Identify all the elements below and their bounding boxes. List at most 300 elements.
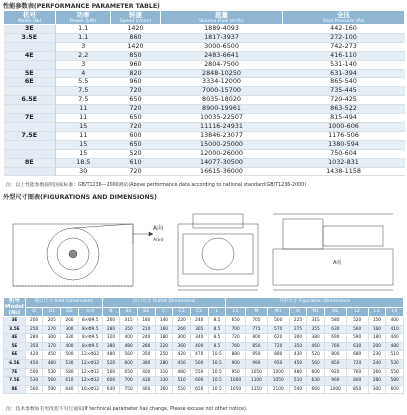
dim-cell: 540 [289, 385, 307, 394]
dim-cell: 370 [43, 342, 61, 351]
dim-cell: 150 [368, 317, 386, 326]
dim-cell: 430 [137, 377, 155, 386]
dim-cell: 500 [61, 351, 79, 360]
dim-cell: 360 [155, 385, 173, 394]
dim-cell: 690 [324, 334, 346, 343]
performance-cell-pressure: 272-100 [283, 33, 405, 42]
dim-row [4, 351, 404, 360]
dim-col-header: M [246, 307, 268, 317]
dim-cell: 1100 [246, 377, 268, 386]
performance-cell-model: 3E [4, 25, 56, 34]
performance-cell-speed: 850 [111, 51, 161, 60]
header-pressure: 全压 Total Pressure (Pa) [283, 11, 405, 25]
performance-cell-flow: 2804-7500 [161, 60, 283, 69]
performance-cell-power: 2.2 [56, 51, 111, 60]
performance-cell-flow: 8900-19961 [161, 105, 283, 114]
dim-cell: 1000 [324, 385, 346, 394]
dim-cell: 420 [173, 351, 191, 360]
performance-cell-speed: 860 [111, 33, 161, 42]
dim-header-figuration: 外形尺寸 Figuration Dimensions [226, 298, 404, 308]
performance-row [4, 60, 405, 69]
dim-cell: 550 [173, 385, 191, 394]
dim-cell: 220 [173, 317, 191, 326]
performance-header-row [4, 11, 405, 25]
motor-body [323, 226, 383, 246]
dim-cell: 850 [346, 385, 368, 394]
performance-cell-pressure: 742-273 [283, 42, 405, 51]
dim-cell: 330 [155, 377, 173, 386]
performance-cell-speed: 720 [111, 167, 161, 176]
performance-cell-power: 18.5 [56, 158, 111, 167]
performance-cell-model: 6.5E [4, 96, 56, 105]
dim-col-header: D [25, 307, 43, 317]
dim-cell: 400 [61, 342, 79, 351]
label-detail: A向 [333, 260, 342, 266]
dim-col-header: D2 [61, 307, 79, 317]
performance-cell-pressure: 531-140 [283, 60, 405, 69]
dim-cell: 7.5E [4, 377, 26, 386]
performance-cell-power: 11 [56, 105, 111, 114]
dim-cell: 260 [102, 317, 120, 326]
dim-cell: 430 [289, 351, 307, 360]
dim-cell: 560 [43, 377, 61, 386]
dim-cell: 630 [307, 377, 325, 386]
inlet-circle [202, 238, 234, 270]
dim-cell: 280 [155, 359, 173, 368]
dim-cell: 520 [102, 359, 120, 368]
dim-cell: 720 [267, 342, 289, 351]
dim-cell: 400 [190, 342, 208, 351]
dim-col-header: C [155, 307, 173, 317]
dim-row [4, 368, 404, 377]
arrow-a-head [149, 232, 153, 236]
performance-cell-speed: 650 [111, 114, 161, 123]
dim-cell: 510 [173, 377, 191, 386]
dim-cell: 7E [4, 368, 26, 377]
performance-cell-model [4, 60, 56, 69]
dim-col-header: B [102, 307, 120, 317]
dim-col-header: N2 [324, 307, 346, 317]
dim-cell: 800 [246, 334, 268, 343]
dim-cell: 480 [43, 359, 61, 368]
dim-cell: 310 [155, 368, 173, 377]
label-a-direction: A向 [153, 225, 164, 232]
dim-cell: 600 [190, 377, 208, 386]
performance-cell-flow: 15000-25000 [161, 140, 283, 149]
dim-cell: 8.5 [208, 325, 226, 334]
performance-cell-power: 3 [56, 42, 111, 51]
dim-cell: 280 [137, 342, 155, 351]
performance-cell-speed: 1420 [111, 42, 161, 51]
performance-cell-flow: 16615-36000 [161, 167, 283, 176]
performance-cell-pressure: 631-394 [283, 69, 405, 78]
dim-col-header: n-d [78, 307, 102, 317]
motor-block [283, 219, 323, 249]
dim-col-header: L3 [368, 307, 386, 317]
dim-cell: 320 [102, 334, 120, 343]
outlet-flange [193, 214, 243, 228]
dim-cell: 600 [386, 385, 404, 394]
performance-table [3, 10, 405, 176]
dim-cell: 275 [289, 325, 307, 334]
dim-cell: 450 [173, 359, 191, 368]
dim-cell: 315 [120, 317, 138, 326]
dim-cell: 700 [226, 325, 246, 334]
dim-cell: 315 [307, 317, 325, 326]
dim-cell: 1000 [267, 368, 289, 377]
dim-cell: 800 [324, 351, 346, 360]
dim-cell: 280 [102, 325, 120, 334]
dim-cell: 6E [4, 351, 26, 360]
performance-cell-pressure: 863-522 [283, 105, 405, 114]
performance-cell-power: 1.1 [56, 33, 111, 42]
dim-cell: 380 [137, 359, 155, 368]
dim-cell: 640 [102, 385, 120, 394]
dim-col-header: N1 [307, 307, 325, 317]
performance-cell-power: 15 [56, 140, 111, 149]
dim-col-header: B1 [120, 307, 138, 317]
performance-cell-speed: 960 [111, 60, 161, 69]
dim-cell: 8×Φ9.5 [78, 334, 102, 343]
performance-cell-power: 11 [56, 131, 111, 140]
performance-cell-flow: 2848-10250 [161, 69, 283, 78]
dim-cell: 450 [289, 359, 307, 368]
dim-cell: 8.5 [208, 317, 226, 326]
dim-cell: 630 [324, 325, 346, 334]
dim-cell: 280 [368, 377, 386, 386]
performance-cell-speed: 610 [111, 158, 161, 167]
dim-cell: 580 [324, 317, 346, 326]
performance-cell-model: 6E [4, 78, 56, 87]
performance-cell-speed: 1420 [111, 25, 161, 34]
dim-cell: 530 [43, 368, 61, 377]
performance-cell-power: 11 [56, 114, 111, 123]
dim-cell: 350 [137, 351, 155, 360]
dim-cell: 10.5 [208, 359, 226, 368]
performance-cell-pressure: 1000-606 [283, 122, 405, 131]
dimensions-title: 外型尺寸图表(FIGURATIONS AND DIMENSIONS) [3, 194, 157, 201]
dim-cell: 600 [307, 368, 325, 377]
dim-cell: 300 [368, 385, 386, 394]
dim-cell: 12×Φ12 [78, 377, 102, 386]
performance-cell-flow: 2483-6641 [161, 51, 283, 60]
dim-cell: 225 [289, 317, 307, 326]
dim-header-model: 机号 Model (№) [5, 298, 24, 316]
dim-cell: 680 [346, 351, 368, 360]
dim-cell: 440 [386, 334, 404, 343]
dim-cell: 200 [368, 342, 386, 351]
dimensions-note: 注：技术参数如有更改恕不另行通知(If technical parameter has change, Please excuse not other notice). [6, 407, 248, 412]
dim-cell: 500 [25, 368, 43, 377]
dim-cell: 240 [190, 317, 208, 326]
dim-cell: 340 [190, 334, 208, 343]
dim-row [4, 385, 404, 394]
performance-row [4, 158, 405, 167]
performance-cell-pressure: 735-445 [283, 87, 405, 96]
performance-cell-pressure: 1176-506 [283, 131, 405, 140]
dim-cell: 530 [61, 359, 79, 368]
dim-cell: 8×Φ9.5 [78, 325, 102, 334]
dim-col-header: L [208, 307, 226, 317]
dim-cell: 630 [346, 342, 368, 351]
performance-row [4, 149, 405, 158]
dim-cell: 12×Φ12 [78, 351, 102, 360]
dim-cell: 410 [386, 325, 404, 334]
dim-cell: 1000 [226, 377, 246, 386]
dim-cell: 560 [25, 385, 43, 394]
dim-cell: 960 [324, 377, 346, 386]
dim-cell: 760 [226, 342, 246, 351]
dim-cell: 210 [137, 325, 155, 334]
dim-cell: 12×Φ12 [78, 368, 102, 377]
dim-cell: 590 [43, 385, 61, 394]
performance-cell-power: 4 [56, 69, 111, 78]
dim-header-outlet: 出口尺寸 Outlet Dimensions [102, 298, 226, 308]
dim-cell: 305 [190, 325, 208, 334]
performance-table-title: 性能参数表(PERFORMANCE PARAMETER TABLE) [3, 3, 160, 10]
dim-cell: 270 [43, 325, 61, 334]
dim-cell: 1150 [246, 385, 268, 394]
performance-cell-flow: 3334-12000 [161, 78, 283, 87]
dim-cell: 850 [246, 342, 268, 351]
dim-cell: 250 [25, 325, 43, 334]
dim-cell: 330 [61, 334, 79, 343]
performance-cell-flow: 1817-3937 [161, 33, 283, 42]
performance-row [4, 140, 405, 149]
dim-cell: 1050 [226, 385, 246, 394]
performance-cell-model: 3.5E [4, 33, 56, 42]
dim-cell: 360 [173, 342, 191, 351]
dim-cell: 350 [120, 325, 138, 334]
dim-header-cols [4, 307, 404, 317]
dim-cell: 450 [43, 351, 61, 360]
performance-cell-flow: 13846-23077 [161, 131, 283, 140]
base-frame [273, 249, 393, 285]
label-a-en: A(in) [153, 238, 164, 243]
dim-cell: 560 [102, 368, 120, 377]
dim-cell: 760 [346, 368, 368, 377]
dim-cell: 500 [267, 317, 289, 326]
dim-cell: 380 [102, 342, 120, 351]
dim-cell: 420 [25, 351, 43, 360]
dim-cell: 460 [307, 342, 325, 351]
performance-cell-model: 7.5E [4, 131, 56, 140]
dim-cell: 590 [346, 334, 368, 343]
performance-cell-flow: 7000-15700 [161, 87, 283, 96]
performance-cell-speed: 960 [111, 78, 161, 87]
performance-row [4, 33, 405, 42]
inlet-frame [183, 234, 253, 274]
dim-cell: 10.5 [208, 368, 226, 377]
dim-cell: 880 [267, 351, 289, 360]
performance-row [4, 51, 405, 60]
dim-col-header: B2 [137, 307, 155, 317]
dim-cell: 560 [346, 325, 368, 334]
performance-cell-power: 15 [56, 122, 111, 131]
dim-cell: 520 [346, 317, 368, 326]
performance-cell-flow: 8035-18020 [161, 96, 283, 105]
dim-cell: 470 [190, 351, 208, 360]
dim-col-header: L1 [226, 307, 246, 317]
dim-cell: 3.5E [4, 325, 26, 334]
dim-cell: 250 [155, 351, 173, 360]
dim-cell: 460 [137, 385, 155, 394]
dim-cell: 720 [226, 334, 246, 343]
dim-row [4, 334, 404, 343]
dim-cell: 300 [61, 325, 79, 334]
performance-cell-speed: 720 [111, 105, 161, 114]
dim-cell: 880 [226, 351, 246, 360]
dim-row [4, 377, 404, 386]
performance-cell-speed: 600 [111, 131, 161, 140]
dim-cell: 240 [137, 334, 155, 343]
performance-cell-power: 5.5 [56, 78, 111, 87]
dim-cell: 600 [102, 377, 120, 386]
performance-cell-power: 7.5 [56, 87, 111, 96]
dim-cell: 610 [61, 377, 79, 386]
dim-cell: 205 [43, 317, 61, 326]
performance-cell-flow: 14077-30500 [161, 158, 283, 167]
performance-cell-power: 3 [56, 60, 111, 69]
dim-cell: 480 [289, 368, 307, 377]
dim-cell: 450 [25, 359, 43, 368]
performance-cell-flow: 10035-22507 [161, 114, 283, 123]
performance-cell-model [4, 149, 56, 158]
shaft-hub [69, 250, 77, 258]
header-flow: 流量 Volume Flow (m³/h) [161, 11, 283, 25]
dim-cell: 530 [25, 377, 43, 386]
performance-cell-pressure: 1032-831 [283, 158, 405, 167]
performance-row [4, 131, 405, 140]
dim-col-header: L4 [386, 307, 404, 317]
performance-row [4, 42, 405, 51]
dim-cell: 300 [289, 334, 307, 343]
dim-cell: 570 [267, 325, 289, 334]
dim-cell: 950 [226, 368, 246, 377]
performance-cell-flow: 12000-26000 [161, 149, 283, 158]
dimensions-table [3, 297, 404, 394]
dim-cell: 705 [246, 317, 268, 326]
dim-cell: 650 [226, 317, 246, 326]
dim-cell: 650 [120, 368, 138, 377]
dim-cell: 500 [190, 359, 208, 368]
header-model: 机号 Model (№) [4, 11, 56, 25]
performance-cell-model [4, 140, 56, 149]
dim-cell: 850 [324, 359, 346, 368]
dim-cell: 550 [190, 368, 208, 377]
dim-cell: 660 [307, 385, 325, 394]
dim-cell: 920 [324, 368, 346, 377]
dim-cell: 400 [120, 334, 138, 343]
dim-cell: 240 [368, 359, 386, 368]
performance-cell-speed: 820 [111, 69, 161, 78]
dim-cell: 700 [120, 377, 138, 386]
performance-cell-speed: 520 [111, 149, 161, 158]
performance-cell-speed: 650 [111, 140, 161, 149]
dim-cell: 6.5E [4, 359, 26, 368]
dim-col-header: C1 [173, 307, 191, 317]
dim-cell: 220 [155, 342, 173, 351]
dim-cell: 720 [346, 359, 368, 368]
dim-row [4, 359, 404, 368]
dim-cell: 8E [4, 385, 26, 394]
dim-cell: 5E [4, 342, 26, 351]
dim-cell: 580 [61, 368, 79, 377]
dim-cell: 775 [246, 325, 268, 334]
dim-row [4, 317, 404, 326]
performance-cell-pressure: 442-160 [283, 25, 405, 34]
dim-cell: 180 [137, 317, 155, 326]
dim-cell: 400 [137, 368, 155, 377]
dim-cell: 900 [226, 359, 246, 368]
dim-cell: 800 [346, 377, 368, 386]
dim-cell: 8×Φ9.5 [78, 342, 102, 351]
dim-col-header: M1 [267, 307, 289, 317]
fan-housing-front [178, 224, 258, 286]
dim-cell: 180 [155, 334, 173, 343]
dim-cell: 650 [190, 385, 208, 394]
performance-cell-model: 5E [4, 69, 56, 78]
dim-row [4, 325, 404, 334]
dim-cell: 140 [155, 317, 173, 326]
dim-cell: 4E [4, 334, 26, 343]
dim-cell: 8.5 [208, 334, 226, 343]
dim-cell: 180 [368, 334, 386, 343]
performance-cell-speed: 650 [111, 96, 161, 105]
dim-cell: 10.5 [208, 385, 226, 394]
dim-cell: 260 [173, 325, 191, 334]
dim-cell: 8×Φ9.5 [78, 317, 102, 326]
performance-cell-model: 7E [4, 114, 56, 123]
header-power: 功率 Power (kW) [56, 11, 111, 25]
performance-cell-pressure: 750-604 [283, 149, 405, 158]
dim-header-inlet: 进口尺寸 Inlet Dimensions [25, 298, 102, 308]
dim-cell: 530 [386, 359, 404, 368]
dim-cell: 355 [307, 325, 325, 334]
performance-row [4, 167, 405, 176]
dim-cell: 350 [25, 342, 43, 351]
dim-cell: 580 [386, 377, 404, 386]
performance-cell-flow: 1889-4093 [161, 25, 283, 34]
performance-cell-power: 7.5 [56, 96, 111, 105]
dim-cell: 480 [386, 342, 404, 351]
header-speed: 转速 Speed (r/min) [111, 11, 161, 25]
dim-cell: 230 [368, 351, 386, 360]
performance-cell-power: 15 [56, 149, 111, 158]
dim-cell: 510 [386, 351, 404, 360]
dim-col-header: L2 [346, 307, 368, 317]
dim-cell: 380 [307, 334, 325, 343]
dim-cell: 260 [368, 368, 386, 377]
performance-cell-model: 4E [4, 51, 56, 60]
dim-cell: 400 [386, 317, 404, 326]
dim-cell: 950 [267, 359, 289, 368]
performance-cell-model [4, 167, 56, 176]
dim-cell: 600 [120, 359, 138, 368]
dim-cell: 160 [368, 325, 386, 334]
dim-cell: 560 [120, 351, 138, 360]
dim-cell: 10.5 [208, 351, 226, 360]
performance-cell-pressure: 1380-594 [283, 140, 405, 149]
dim-cell: 300 [173, 334, 191, 343]
dim-cell: 620 [267, 334, 289, 343]
dim-cell: 160 [155, 325, 173, 334]
dim-cell: 750 [120, 385, 138, 394]
performance-cell-power: 30 [56, 167, 111, 176]
dim-cell: 350 [289, 342, 307, 351]
dim-cell: 760 [324, 342, 346, 351]
dim-cell: 10.5 [208, 377, 226, 386]
